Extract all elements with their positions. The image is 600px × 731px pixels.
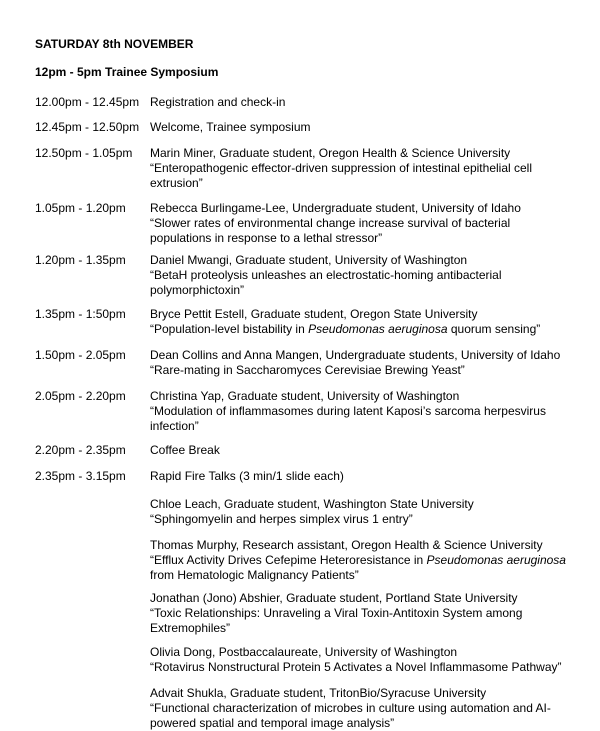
talk-title-line: “BetaH proteolysis unleashes an electrostatic-homing antibacterial xyxy=(150,268,502,282)
talk-title-line: polymorphictoxin” xyxy=(150,283,245,297)
talk-description xyxy=(150,348,590,378)
session-description xyxy=(150,95,590,110)
talk-title-line: “Toxic Relationships: Unraveling a Viral Toxin-Antitoxin System among xyxy=(150,606,523,620)
speaker-line: Chloe Leach, Graduate student, Washington State University xyxy=(150,497,474,511)
talk-title-line: “Sphingomyelin and herpes simplex virus 1 entry” xyxy=(150,512,413,526)
talk-description xyxy=(150,201,590,246)
description-line: Registration and check-in xyxy=(150,95,286,109)
speaker-line: Rebecca Burlingame-Lee, Undergraduate student, University of Idaho xyxy=(150,201,521,215)
speaker-line: Bryce Pettit Estell, Graduate student, Oregon State University xyxy=(150,307,478,321)
talk-title-line: “Modulation of inflammasomes during latent Kaposi’s sarcoma herpesvirus xyxy=(150,404,546,418)
rapid-fire-talk xyxy=(150,538,590,583)
description-line: Coffee Break xyxy=(150,443,220,457)
session-heading: 12pm - 5pm Trainee Symposium xyxy=(35,65,219,79)
rapid-fire-talk xyxy=(150,497,590,527)
talk-title-line: “Population-level bistability in Pseudomonas aeruginosa quorum sensing” xyxy=(150,322,541,336)
session-description xyxy=(150,120,590,135)
talk-title-line: Extremophiles” xyxy=(150,621,231,635)
talk-description xyxy=(150,146,590,191)
time-slot: 1.05pm - 1.20pm xyxy=(35,201,126,215)
description-line: Rapid Fire Talks (3 min/1 slide each) xyxy=(150,469,344,483)
talk-description xyxy=(150,307,590,337)
speaker-line: Dean Collins and Anna Mangen, Undergraduate students, University of Idaho xyxy=(150,348,561,362)
speaker-line: Marin Miner, Graduate student, Oregon Health & Science University xyxy=(150,146,511,160)
time-slot: 12.45pm - 12.50pm xyxy=(35,120,140,134)
speaker-line: Jonathan (Jono) Abshier, Graduate student, Portland State University xyxy=(150,591,518,605)
talk-title-line: from Hematologic Malignancy Patients” xyxy=(150,568,359,582)
time-slot: 12.50pm - 1.05pm xyxy=(35,146,133,160)
talk-title-line: “Rotavirus Nonstructural Protein 5 Activates a Novel Inflammasome Pathway” xyxy=(150,660,562,674)
talk-title-line: “Slower rates of environmental change increase survival of bacterial xyxy=(150,216,511,230)
time-slot: 2.05pm - 2.20pm xyxy=(35,389,126,403)
time-slot: 1.50pm - 2.05pm xyxy=(35,348,126,362)
time-slot: 1.35pm - 1:50pm xyxy=(35,307,126,321)
speaker-line: Thomas Murphy, Research assistant, Oregon Health & Science University xyxy=(150,538,543,552)
rapid-fire-talk xyxy=(150,645,590,675)
speaker-line: Christina Yap, Graduate student, University of Washington xyxy=(150,389,460,403)
talk-title-line: infection” xyxy=(150,419,199,433)
rapid-fire-talk xyxy=(150,591,590,636)
time-slot: 1.20pm - 1.35pm xyxy=(35,253,126,267)
talk-title-line: “Enteropathogenic effector-driven suppression of intestinal epithelial cell xyxy=(150,161,533,175)
species-name: Pseudomonas aeruginosa xyxy=(426,553,566,567)
description-line: Welcome, Trainee symposium xyxy=(150,120,311,134)
talk-title-line: populations in response to a lethal stressor” xyxy=(150,231,383,245)
species-name: Pseudomonas aeruginosa xyxy=(308,322,448,336)
talk-title-line: “Functional characterization of microbes in culture using automation and AI- xyxy=(150,701,551,715)
speaker-line: Advait Shukla, Graduate student, TritonBio/Syracuse University xyxy=(150,686,487,700)
talk-title-line: “Rare-mating in Saccharomyces Cerevisiae Brewing Yeast” xyxy=(150,363,465,377)
time-slot: 2.20pm - 2.35pm xyxy=(35,443,126,457)
day-heading: SATURDAY 8th NOVEMBER xyxy=(35,37,194,51)
time-slot: 12.00pm - 12.45pm xyxy=(35,95,140,109)
session-description xyxy=(150,469,590,484)
rapid-fire-talk xyxy=(150,686,590,731)
speaker-line: Olivia Dong, Postbaccalaureate, University of Washington xyxy=(150,645,458,659)
talk-title-line: extrusion” xyxy=(150,176,203,190)
talk-description xyxy=(150,253,590,298)
session-description xyxy=(150,443,590,458)
talk-description xyxy=(150,389,590,434)
talk-title-line: powered spatial and temporal image analysis” xyxy=(150,716,395,730)
speaker-line: Daniel Mwangi, Graduate student, University of Washington xyxy=(150,253,468,267)
time-slot: 2.35pm - 3.15pm xyxy=(35,469,126,483)
talk-title-line: “Efflux Activity Drives Cefepime Heteroresistance in Pseudomonas aeruginosa xyxy=(150,553,566,567)
